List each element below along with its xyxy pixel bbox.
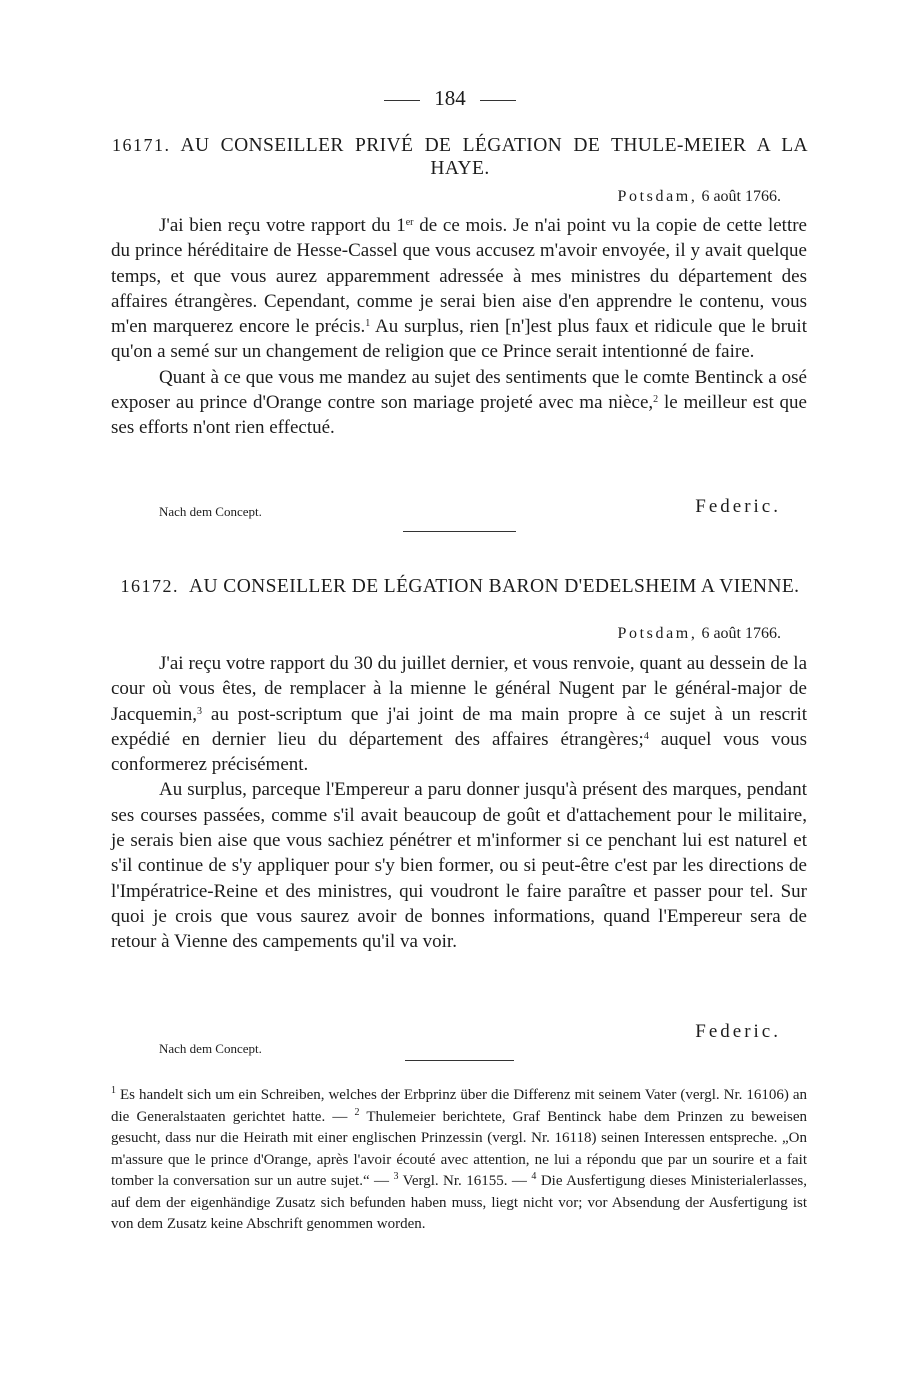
page-number-line [0,86,900,110]
letter-paragraph: Quant à ce que vous me mandez au sujet des sentiments que le comte Bentinck a osé exposer au prince d'Orange contre son mariage projeté avec ma nièce,$^2$ le meilleur est que ses efforts n'ont rien effectué. [111,366,807,439]
letter-title: AU CONSEILLER DE LÉGATION BARON D'EDELSHEIM A VIENNE. [189,576,800,597]
letter-body [111,213,807,441]
letter-paragraph: J'ai bien reçu votre rapport du 1er de ce mois. Je n'ai point vu la copie de cette lettre du prince héréditaire de Hesse-Cassel que vous accusez m'avoir envoyée, il y avait quelque temps, et que vous aurez apparemment adressée à mes ministres du département des affaires étrangères. Cependant, comme je serai bien aise d'en apprendre le contenu, vous m'en marquerez encore le précis.$^1$ Au surplus, rien [n']est plus faux et ridicule que le bruit qu'on a semé sur un changement de religion que ce Prince serait intentionné de faire. [111,215,807,363]
signature: Federic. [695,1021,781,1042]
letter-paragraph: J'ai reçu votre rapport du 30 du juillet dernier, et vous renvoie, quant au dessein de la cour où vous êtes, de remplacer à la mienne le général Nugent par le général-major de Jacquemin,$^3$ au post-scriptum que j'ai joint de ma main propre à ce sujet à un rescrit expédié en dernier lieu du département des affaires étrangères;$^4$ auquel vous vous conformerez précisément. [111,653,807,776]
footnote-reference: 1 [365,318,371,330]
footnote-mark: 2 [354,1106,360,1118]
letter-place: Potsdam, [617,188,698,205]
letter-title: AU CONSEILLER PRIVÉ DE LÉGATION DE THULE-MEIER A LA HAYE. [180,135,808,179]
footnote-mark: 4 [531,1171,537,1182]
letter-place-date [618,187,781,207]
footnote-mark: 3 [393,1171,399,1182]
page-number: 184 [434,86,466,110]
footnote-item: $^2$ Thulemeier berichtete, Graf Bentinck habe dem Prinzen zu beweisen gesucht, dass nur die Heirath mit einer englischen Prinzessin (vergl. Nr. 16118) seinen Interessen entspreche. „On m'assure que le prince d'Orange, après l'avoir écouté avec attention, ne lui a répondu que par un sourire et a fait tomber la conversation sur un autre sujet.“ — [111,1106,808,1189]
letter-paragraph: Au surplus, parceque l'Empereur a paru donner jusqu'à présent des marques, pendant ses courses passées, comme s'il avait beaucoup de goût et d'attachement pour le militaire, je serais bien aise que vous sachiez pénétrer et m'informer si ce penchant lui est naturel et s'il continue de s'y appliquer pour s'y bien former, ou si peut-être c'est par les directions de l'Impératrice-Reine et des ministres, qui voudront le faire paraître et passer pour tel. Sur quoi je crois que vous saurez avoir de bonnes informations, quand l'Empereur sera de retour à Vienne des campements qu'il va voir. [111,779,807,953]
letter-heading [112,134,808,180]
footnote-item: $^4$ Die Ausfertigung dieses Ministerialerlasses, auf dem der eigenhändige Zusatz sich befunden haben muss, liegt nicht vor; vor Absendung der Ausfertigung ist von dem Zusatz keine Abschrift genommen worden. [111,1171,807,1232]
footnotes [111,1085,807,1236]
footnote-item: $^3$ Vergl. Nr. 16155. — [393,1171,527,1189]
letter-place: Potsdam, [617,625,698,642]
footnote-divider [405,1060,514,1061]
source-note: Nach dem Concept. [159,1041,262,1056]
footnote-reference: 3 [197,705,203,717]
signature: Federic. [695,496,781,517]
letter-number: 16172. [120,576,180,596]
page-number-dash-right [480,100,516,101]
footnote-reference: 4 [643,730,649,742]
footnote-reference: er [405,217,414,228]
page-number-dash-left [384,100,420,101]
letter-body [111,651,807,955]
source-note: Nach dem Concept. [159,504,262,519]
letter-number: 16171. [112,135,171,155]
section-divider [403,531,516,532]
letter-date: 6 août 1766. [701,625,781,642]
letter-heading [112,575,808,598]
footnote-reference: 2 [653,394,659,406]
letter-date: 6 août 1766. [701,188,781,205]
footnote-mark: 1 [111,1085,116,1096]
letter-place-date [618,624,781,644]
footnote-item: $^1$ Es handelt sich um ein Schreiben, welches der Erbprinz über die Differenz mit seinem Vater (vergl. Nr. 16106) an die Generalstaaten gerichtet hatte. — [111,1085,807,1125]
